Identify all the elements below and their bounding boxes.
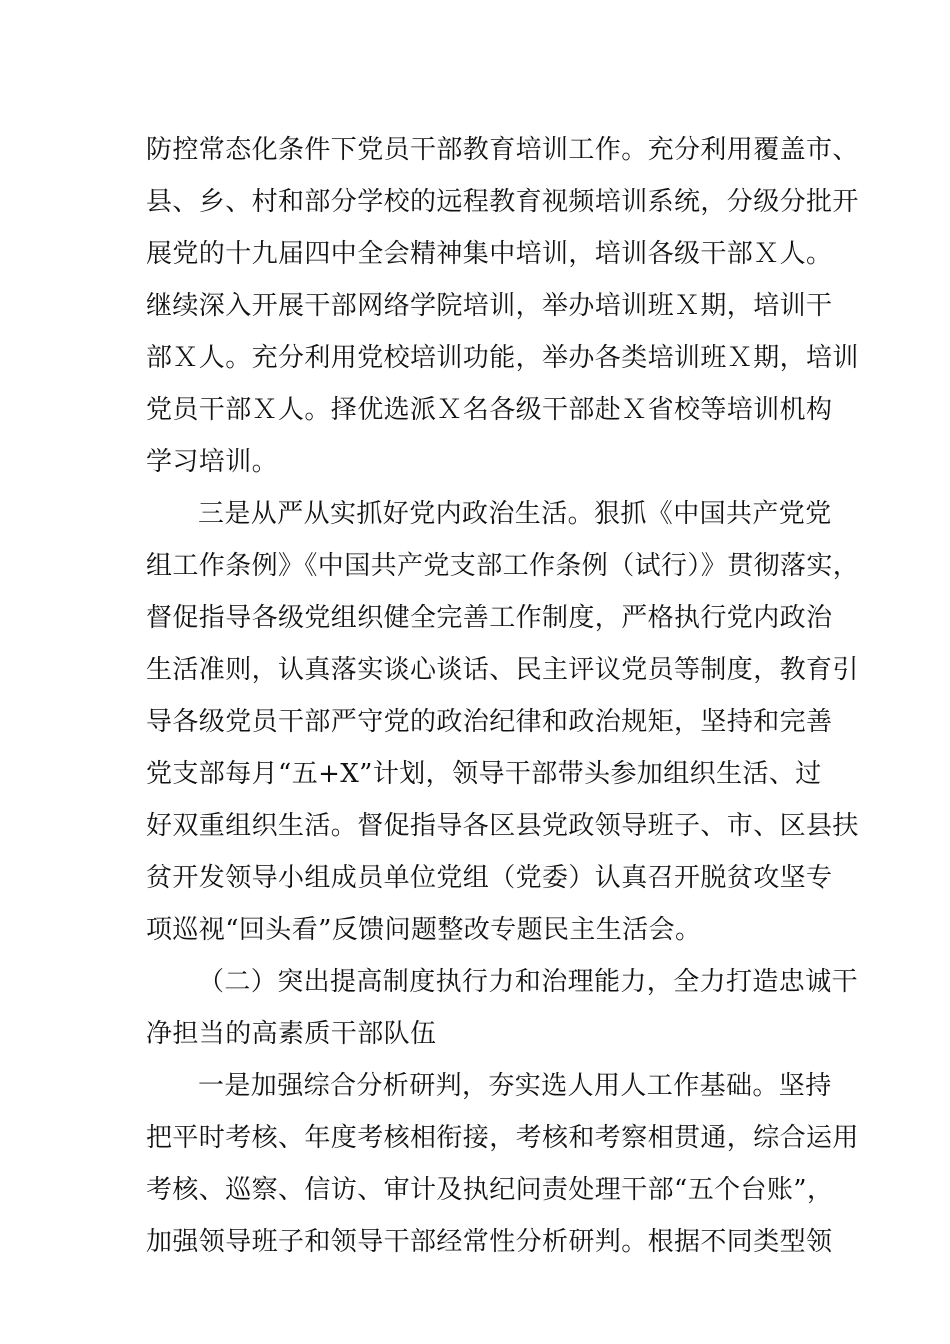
text-line: 部Ｘ人。充分利用党校培训功能，举办各类培训班Ｘ期，培训 bbox=[146, 343, 859, 373]
text-line: 党员干部Ｘ人。择优选派Ｘ名各级干部赴Ｘ省校等培训机构 bbox=[146, 395, 833, 425]
text-line: 防控常态化条件下党员干部教育培训工作。充分利用覆盖市、 bbox=[146, 135, 859, 165]
text-line: 继续深入开展干部网络学院培训，举办培训班Ｘ期，培训干 bbox=[146, 291, 833, 321]
section-heading-line: 净担当的高素质干部队伍 bbox=[146, 1019, 437, 1049]
text-line: 考核、巡察、信访、审计及执纪问责处理干部“五个台账”， bbox=[146, 1175, 834, 1205]
text-line: 导各级党员干部严守党的政治纪律和政治规矩，坚持和完善 bbox=[146, 707, 833, 737]
text-line: 加强领导班子和领导干部经常性分析研判。根据不同类型领 bbox=[146, 1227, 833, 1257]
text-line: 贫开发领导小组成员单位党组（党委）认真召开脱贫攻坚专 bbox=[146, 863, 833, 893]
text-line: 展党的十九届四中全会精神集中培训，培训各级干部Ｘ人。 bbox=[146, 239, 833, 269]
text-line: 生活准则，认真落实谈心谈话、民主评议党员等制度，教育引 bbox=[146, 655, 859, 685]
text-line: 县、乡、村和部分学校的远程教育视频培训系统，分级分批开 bbox=[146, 187, 859, 217]
text-line: 督促指导各级党组织健全完善工作制度，严格执行党内政治 bbox=[146, 603, 833, 633]
text-line: 好双重组织生活。督促指导各区县党政领导班子、市、区县扶 bbox=[146, 811, 859, 841]
text-line: 把平时考核、年度考核相衔接，考核和考察相贯通，综合运用 bbox=[146, 1123, 859, 1153]
paragraph-start-line: 三是从严从实抓好党内政治生活。狠抓《中国共产党党 bbox=[198, 499, 832, 529]
text-line: 学习培训。 bbox=[146, 447, 279, 477]
paragraph-start-line: 一是加强综合分析研判，夯实选人用人工作基础。坚持 bbox=[198, 1071, 832, 1101]
text-line: 项巡视“回头看”反馈问题整改专题民主生活会。 bbox=[146, 915, 702, 945]
text-line: 组工作条例》《中国共产党支部工作条例（试行）》贯彻落实， bbox=[146, 551, 860, 581]
section-heading-line: （二）突出提高制度执行力和治理能力，全力打造忠诚干 bbox=[198, 967, 859, 997]
text-line: 党支部每月“五+X”计划，领导干部带头参加组织生活、过 bbox=[146, 759, 822, 789]
